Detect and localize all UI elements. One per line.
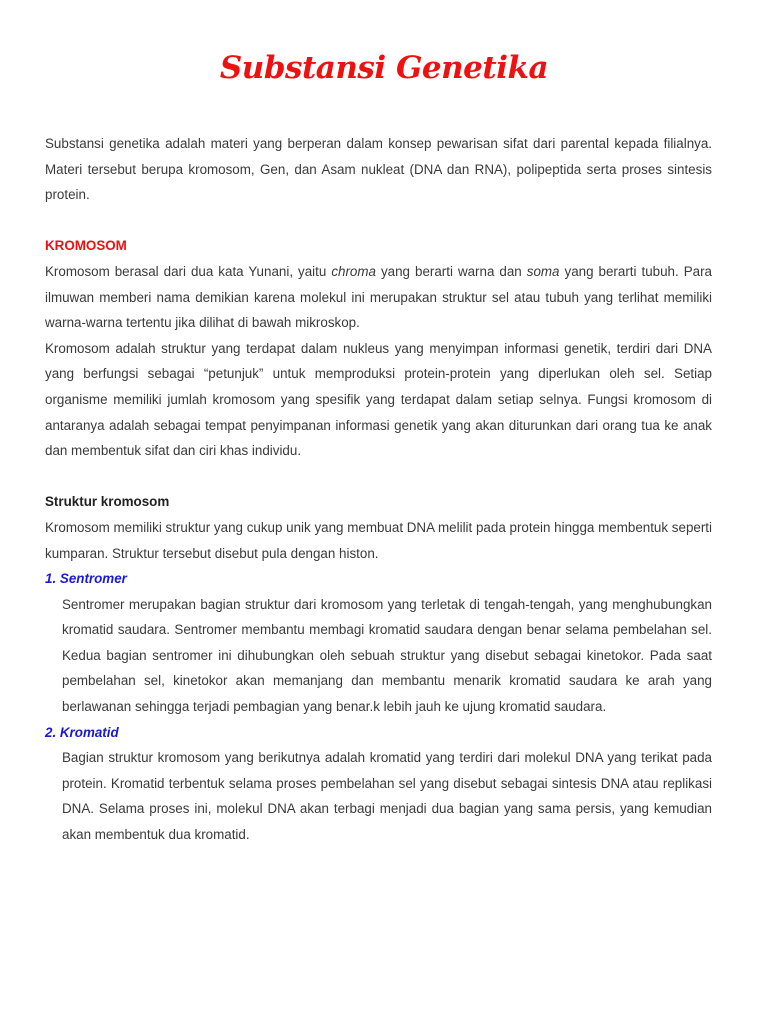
term-soma: soma [526,263,560,279]
sentromer-paragraph: Sentromer merupakan bagian struktur dari kromosom yang terletak di tengah-tengah, yang menghubungkan kromatid saudara. Sentromer membantu membagi kromatid saudara dengan benar selama pembelahan sel. Kedua bagian sentromer ini dihubungkan oleh sebuah struktur yang disebut sebagai kinetokor. Pada saat pembelahan sel, kinetokor akan memanjang dan membantu menarik kromatid saudara ke arah yang berlawanan sehingga terjadi pembagian yang benar.k lebih jauh ke ujung kromatid saudara. [62,596,712,715]
page-title: Substansi Genetika [219,50,549,86]
text-run: yang berarti tubuh. Para ilmuwan memberi nama demikian karena molekul ini merupakan struktur sel atau tubuh yang terlihat memiliki warna-warna tertentu jika dilihat di bawah mikroskop. [45,263,712,331]
kromosom-paragraph-2: Kromosom adalah struktur yang terdapat dalam nukleus yang menyimpan informasi genetik, terdiri dari DNA yang berfungsi sebagai “petunjuk” untuk memproduksi protein-protein yang diperlukan oleh sel. Setiap organisme memiliki jumlah kromosom yang spesifik yang terdapat dalam setiap selnya. Fungsi kromosom di antaranya adalah sebagai tempat penyimpanan informasi genetik yang akan diturunkan dari orang tua ke anak dan membentuk sifat dan ciri khas individu. [45,340,712,459]
section-heading-struktur: Struktur kromosom [45,494,170,510]
intro-paragraph: Substansi genetika adalah materi yang berperan dalam konsep pewarisan sifat dari parental kepada filialnya. Materi tersebut berupa kromosom, Gen, dan Asam nukleat (DNA dan RNA), polipeptida serta proses sintesis protein. [45,136,712,203]
term-chroma: chroma [331,263,376,279]
document-body [45,131,712,848]
kromatid-paragraph: Bagian struktur kromosom yang berikutnya adalah kromatid yang terdiri dari molekul DNA yang terikat pada protein. Kromatid terbentuk selama proses pembelahan sel yang disebut sebagai sintesis DNA atau replikasi DNA. Selama proses ini, molekul DNA akan terbagi menjadi dua bagian yang sama persis, yang kemudian akan membentuk dua kromatid. [62,750,712,843]
subheading-sentromer: 1. Sentromer [45,571,127,587]
spacer [45,464,712,490]
kromosom-paragraph-1 [45,259,712,336]
section-heading-kromosom: KROMOSOM [45,238,127,254]
text-run: yang berarti warna dan [375,263,527,279]
spacer [45,208,712,234]
text-run: Kromosom berasal dari dua kata Yunani, yaitu [45,263,332,279]
subheading-kromatid: 2. Kromatid [45,724,119,740]
struktur-intro-paragraph: Kromosom memiliki struktur yang cukup unik yang membuat DNA melilit pada protein hingga membentuk seperti kumparan. Struktur tersebut disebut pula dengan histon. [45,519,712,561]
